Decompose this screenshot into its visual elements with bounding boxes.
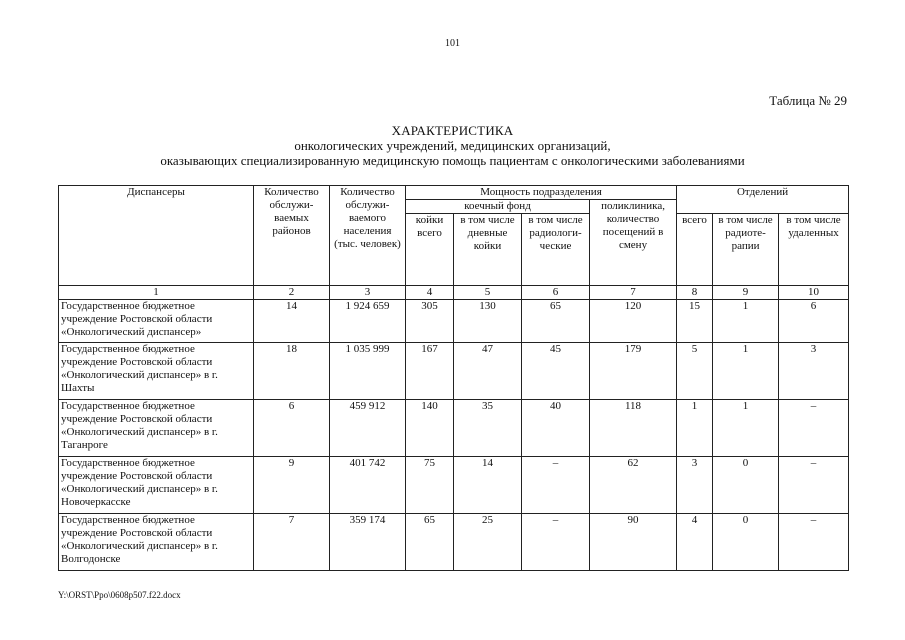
dispensary-name: Государственное бюджетное учреждение Ростовской области «Онкологический диспансер» bbox=[59, 300, 254, 343]
header-capacity: Мощность подразделения bbox=[406, 186, 677, 200]
radiology-beds-cell: 65 bbox=[522, 300, 590, 343]
beds-total-cell: 167 bbox=[406, 343, 454, 400]
clinic-cell: 120 bbox=[590, 300, 677, 343]
remote-cell: 6 bbox=[779, 300, 849, 343]
table-row bbox=[59, 457, 849, 514]
header-dept-total: всего bbox=[677, 214, 713, 286]
column-number: 6 bbox=[522, 286, 590, 300]
column-number: 10 bbox=[779, 286, 849, 300]
population-cell: 1 035 999 bbox=[330, 343, 406, 400]
radiotherapy-cell: 1 bbox=[713, 343, 779, 400]
clinic-cell: 90 bbox=[590, 514, 677, 571]
header-day-beds: в том числе дневные койки bbox=[454, 214, 522, 286]
day-beds-cell: 47 bbox=[454, 343, 522, 400]
day-beds-cell: 130 bbox=[454, 300, 522, 343]
beds-total-cell: 65 bbox=[406, 514, 454, 571]
radiology-beds-cell: – bbox=[522, 457, 590, 514]
header-radiotherapy: в том числе радиоте-рапии bbox=[713, 214, 779, 286]
clinic-cell: 179 bbox=[590, 343, 677, 400]
beds-total-cell: 140 bbox=[406, 400, 454, 457]
column-number: 4 bbox=[406, 286, 454, 300]
population-cell: 359 174 bbox=[330, 514, 406, 571]
oncology-table bbox=[58, 185, 849, 571]
title-line-2: онкологических учреждений, медицинских организаций, bbox=[294, 138, 611, 153]
remote-cell: – bbox=[779, 457, 849, 514]
clinic-cell: 118 bbox=[590, 400, 677, 457]
column-number-row bbox=[59, 286, 849, 300]
beds-total-cell: 305 bbox=[406, 300, 454, 343]
radiotherapy-cell: 1 bbox=[713, 300, 779, 343]
table-row bbox=[59, 400, 849, 457]
header-beds-total: койки всего bbox=[406, 214, 454, 286]
dept-total-cell: 3 bbox=[677, 457, 713, 514]
remote-cell: – bbox=[779, 400, 849, 457]
remote-cell: – bbox=[779, 514, 849, 571]
day-beds-cell: 14 bbox=[454, 457, 522, 514]
header-dispensary: Диспансеры bbox=[59, 186, 254, 286]
dispensary-name: Государственное бюджетное учреждение Ростовской области «Онкологический диспансер» в г. Новочеркасске bbox=[59, 457, 254, 514]
header-remote: в том числе удаленных bbox=[779, 214, 849, 286]
radiotherapy-cell: 0 bbox=[713, 514, 779, 571]
header-radiology-beds: в том числе радиологи-ческие bbox=[522, 214, 590, 286]
districts-cell: 7 bbox=[254, 514, 330, 571]
dispensary-name: Государственное бюджетное учреждение Ростовской области «Онкологический диспансер» в г. Таганроге bbox=[59, 400, 254, 457]
column-number: 9 bbox=[713, 286, 779, 300]
dispensary-name: Государственное бюджетное учреждение Ростовской области «Онкологический диспансер» в г. Шахты bbox=[59, 343, 254, 400]
radiology-beds-cell: 45 bbox=[522, 343, 590, 400]
population-cell: 401 742 bbox=[330, 457, 406, 514]
radiotherapy-cell: 1 bbox=[713, 400, 779, 457]
districts-cell: 9 bbox=[254, 457, 330, 514]
population-cell: 459 912 bbox=[330, 400, 406, 457]
dept-total-cell: 15 bbox=[677, 300, 713, 343]
header-population: Количество обслужи-ваемого населения (тыс. человек) bbox=[330, 186, 406, 286]
column-number: 7 bbox=[590, 286, 677, 300]
remote-cell: 3 bbox=[779, 343, 849, 400]
day-beds-cell: 25 bbox=[454, 514, 522, 571]
districts-cell: 14 bbox=[254, 300, 330, 343]
table-label: Таблица № 29 bbox=[769, 93, 847, 108]
dept-total-cell: 4 bbox=[677, 514, 713, 571]
title-heading: ХАРАКТЕРИСТИКА bbox=[391, 123, 514, 138]
header-bed-fund: коечный фонд bbox=[406, 200, 590, 214]
population-cell: 1 924 659 bbox=[330, 300, 406, 343]
column-number: 8 bbox=[677, 286, 713, 300]
radiology-beds-cell: 40 bbox=[522, 400, 590, 457]
districts-cell: 18 bbox=[254, 343, 330, 400]
column-number: 2 bbox=[254, 286, 330, 300]
dept-total-cell: 1 bbox=[677, 400, 713, 457]
document-title bbox=[0, 123, 905, 168]
beds-total-cell: 75 bbox=[406, 457, 454, 514]
table-row bbox=[59, 300, 849, 343]
column-number: 5 bbox=[454, 286, 522, 300]
dept-total-cell: 5 bbox=[677, 343, 713, 400]
table-header bbox=[59, 186, 849, 300]
header-districts: Количество обслужи-ваемых районов bbox=[254, 186, 330, 286]
day-beds-cell: 35 bbox=[454, 400, 522, 457]
radiotherapy-cell: 0 bbox=[713, 457, 779, 514]
file-path-footer: Y:\ORST\Ppo\0608p507.f22.docx bbox=[58, 590, 181, 600]
page-number: 101 bbox=[445, 38, 460, 49]
header-clinic: поликлиника, количество посещений в смену bbox=[590, 200, 677, 286]
table-row bbox=[59, 343, 849, 400]
column-number: 3 bbox=[330, 286, 406, 300]
table-row bbox=[59, 514, 849, 571]
column-number: 1 bbox=[59, 286, 254, 300]
header-departments: Отделений bbox=[677, 186, 849, 214]
radiology-beds-cell: – bbox=[522, 514, 590, 571]
table-body bbox=[59, 300, 849, 571]
dispensary-name: Государственное бюджетное учреждение Ростовской области «Онкологический диспансер» в г. Волгодонске bbox=[59, 514, 254, 571]
districts-cell: 6 bbox=[254, 400, 330, 457]
clinic-cell: 62 bbox=[590, 457, 677, 514]
title-line-3: оказывающих специализированную медицинскую помощь пациентам с онкологическими заболеваниями bbox=[160, 153, 745, 168]
